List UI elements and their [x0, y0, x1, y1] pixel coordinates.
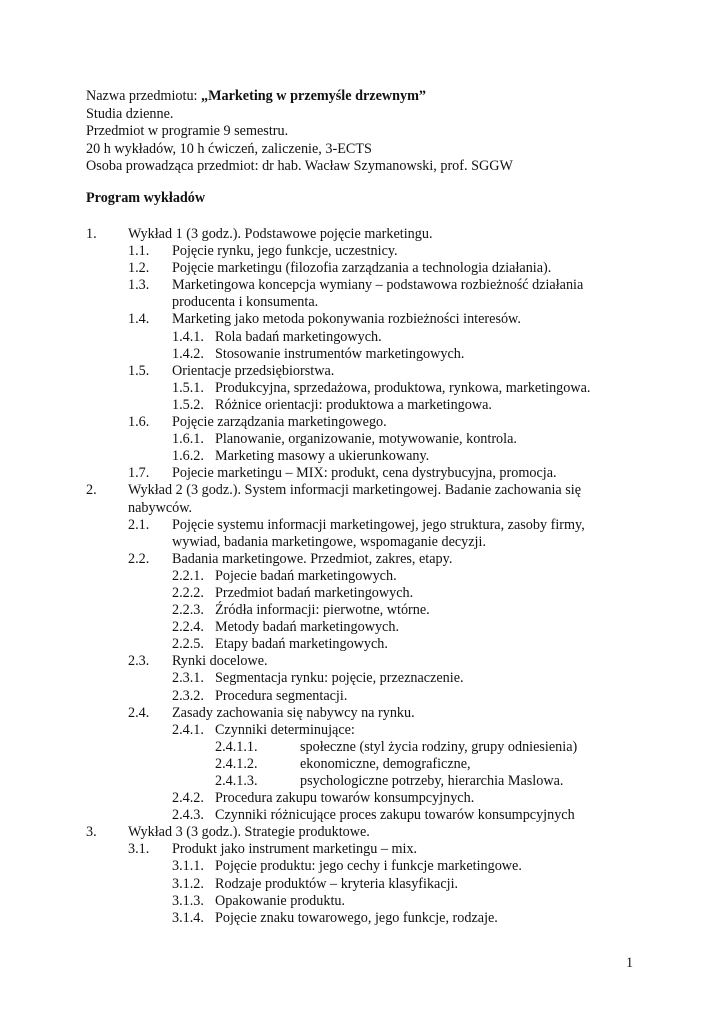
outline-number: 3.1. — [128, 841, 150, 858]
outline-text: Pojęcie rynku, jego funkcje, uczestnicy. — [172, 243, 398, 260]
outline-item — [0, 602, 724, 619]
outline-text: nabywców. — [128, 499, 193, 516]
outline-number: 1.5.2. — [172, 396, 204, 413]
outline-item — [0, 294, 724, 311]
outline-item — [0, 517, 724, 534]
outline-number: 1. — [86, 226, 97, 242]
outline-item — [0, 739, 724, 756]
outline-text: Pojecie badań marketingowych. — [215, 567, 397, 584]
outline-text: Wykład 3 (3 godz.). Strategie produktowe. — [128, 824, 370, 841]
outline-item — [0, 705, 724, 722]
outline-text: Metody badań marketingowych. — [215, 619, 399, 636]
outline-number: 3.1.4. — [172, 909, 204, 926]
outline-text: Pojęcie produktu: jego cechy i funkcje marketingowe. — [215, 858, 522, 875]
outline-item — [0, 277, 724, 294]
outline-number: 2. — [86, 482, 97, 499]
outline-text: Czynniki determinujące: — [215, 721, 355, 738]
outline-text: Marketingowa koncepcja wymiany – podstawowa rozbieżność działania — [172, 277, 584, 294]
course-header — [86, 88, 513, 176]
outline-text: Marketing masowy a ukierunkowany. — [215, 448, 430, 465]
outline-item — [0, 790, 724, 807]
outline-number: 3. — [86, 824, 97, 841]
section-title: Program wykładów — [86, 190, 206, 206]
outline-text: Opakowanie produktu. — [215, 892, 346, 909]
outline-item — [0, 585, 724, 602]
outline-item — [0, 773, 724, 790]
outline-item — [0, 534, 724, 551]
outline-item — [0, 807, 724, 824]
outline-item — [0, 858, 724, 875]
outline-text: psychologiczne potrzeby, hierarchia Maslowa. — [300, 773, 564, 789]
outline-number: 3.1.1. — [172, 858, 204, 875]
study-mode: Studia dzienne. — [86, 105, 174, 122]
outline-item — [0, 243, 724, 260]
outline-text: Pojęcie zarządzania marketingowego. — [172, 414, 387, 431]
outline-text: Źródła informacji: pierwotne, wtórne. — [215, 602, 430, 619]
outline-text: ekonomiczne, demograficzne, — [300, 755, 471, 772]
outline-text: Wykład 2 (3 godz.). System informacji marketingowej. Badanie zachowania się — [128, 482, 582, 499]
outline-text: Badania marketingowe. Przedmiot, zakres, etapy. — [172, 550, 453, 567]
outline-item — [0, 722, 724, 739]
outline-item — [0, 380, 724, 397]
outline-item — [0, 329, 724, 346]
outline-number: 2.2.1. — [172, 567, 204, 584]
outline-text: wywiad, badania marketingowe, wspomaganie decyzji. — [172, 533, 486, 550]
outline-item — [0, 414, 724, 431]
outline-item — [0, 363, 724, 380]
outline-number: 2.2.2. — [172, 584, 204, 601]
outline-number: 2.4.1. — [172, 721, 204, 738]
outline-item — [0, 397, 724, 414]
outline-number: 1.2. — [128, 260, 150, 277]
outline-number: 3.1.3. — [172, 892, 204, 909]
semester-info: Przedmiot w programie 9 semestru. — [86, 123, 289, 140]
outline-item — [0, 636, 724, 653]
outline-text: Segmentacja rynku: pojęcie, przeznaczenie. — [215, 670, 464, 687]
outline-text: Procedura zakupu towarów konsumpcyjnych. — [215, 790, 475, 807]
outline-text: Stosowanie instrumentów marketingowych. — [215, 345, 465, 362]
outline-number: 1.6.2. — [172, 448, 204, 465]
outline-item — [0, 465, 724, 482]
outline-item — [0, 260, 724, 277]
outline-text: Pojęcie systemu informacji marketingowej, jego struktura, zasoby firmy, — [172, 516, 585, 533]
outline-number: 2.2.5. — [172, 636, 204, 653]
outline-item — [0, 824, 724, 841]
outline-number: 2.2.3. — [172, 602, 204, 619]
outline-item — [0, 910, 724, 927]
outline-text: Pojęcie marketingu (filozofia zarządzania a technologia działania). — [172, 260, 552, 277]
outline-text: Zasady zachowania się nabywcy na rynku. — [172, 704, 415, 721]
outline-number: 1.4.2. — [172, 345, 204, 362]
outline-text: Rynki docelowe. — [172, 653, 268, 670]
outline-item — [0, 311, 724, 328]
outline-number: 1.1. — [128, 243, 150, 260]
outline-text: Pojęcie znaku towarowego, jego funkcje, rodzaje. — [215, 909, 498, 926]
outline-number: 1.4. — [128, 311, 150, 328]
outline-number: 1.4.1. — [172, 328, 204, 345]
outline-item — [0, 841, 724, 858]
course-name-label: Nazwa przedmiotu: — [86, 88, 202, 104]
outline-number: 2.4.1.2. — [215, 755, 258, 772]
outline-text: Orientacje przedsiębiorstwa. — [172, 362, 335, 379]
outline-text: producenta i konsumenta. — [172, 294, 319, 311]
course-name-line — [86, 88, 513, 106]
outline-number: 2.3.1. — [172, 670, 204, 687]
outline-text: Etapy badań marketingowych. — [215, 636, 388, 653]
outline-text: Marketing jako metoda pokonywania rozbieżności interesów. — [172, 311, 521, 328]
outline-item — [0, 448, 724, 465]
lecture-outline — [0, 226, 724, 927]
outline-number: 1.7. — [128, 465, 150, 482]
lecturer-info: Osoba prowadząca przedmiot: dr hab. Wacław Szymanowski, prof. SGGW — [86, 158, 513, 175]
outline-item — [0, 670, 724, 687]
outline-item — [0, 756, 724, 773]
outline-number: 1.5.1. — [172, 379, 204, 396]
outline-number: 1.5. — [128, 362, 150, 379]
outline-text: Wykład 1 (3 godz.). Podstawowe pojęcie marketingu. — [128, 226, 433, 242]
outline-text: Planowanie, organizowanie, motywowanie, kontrola. — [215, 431, 517, 448]
outline-number: 1.6. — [128, 414, 150, 431]
outline-item — [0, 431, 724, 448]
outline-text: Czynniki różnicujące proces zakupu towarów konsumpcyjnych — [215, 807, 575, 824]
outline-text: Rodzaje produktów – kryteria klasyfikacji. — [215, 875, 459, 892]
outline-text: Procedura segmentacji. — [215, 687, 348, 704]
outline-item — [0, 482, 724, 499]
outline-text: Produkcyjna, sprzedażowa, produktowa, rynkowa, marketingowa. — [215, 379, 591, 396]
outline-number: 3.1.2. — [172, 875, 204, 892]
outline-number: 2.2. — [128, 550, 150, 567]
outline-number: 2.4.1.3. — [215, 773, 258, 789]
outline-number: 2.3. — [128, 653, 150, 670]
outline-number: 2.1. — [128, 516, 150, 533]
outline-number: 2.4. — [128, 704, 150, 721]
outline-item — [0, 551, 724, 568]
outline-text: Pojecie marketingu – MIX: produkt, cena dystrybucyjna, promocja. — [172, 465, 557, 482]
outline-item — [0, 568, 724, 585]
outline-number: 1.3. — [128, 277, 150, 294]
outline-item — [0, 619, 724, 636]
outline-number: 1.6.1. — [172, 431, 204, 448]
outline-text: Różnice orientacji: produktowa a marketingowa. — [215, 396, 492, 413]
outline-number: 2.4.1.1. — [215, 738, 258, 755]
outline-text: Rola badań marketingowych. — [215, 328, 382, 345]
outline-number: 2.3.2. — [172, 687, 204, 704]
outline-item — [0, 893, 724, 910]
outline-item — [0, 500, 724, 517]
outline-number: 2.2.4. — [172, 619, 204, 636]
outline-text: społeczne (styl życia rodziny, grupy odniesienia) — [300, 738, 578, 755]
course-name-title: „Marketing w przemyśle drzewnym” — [201, 88, 427, 104]
page-number: 1 — [626, 955, 634, 971]
hours-credits: 20 h wykładów, 10 h ćwiczeń, zaliczenie, 3-ECTS — [86, 140, 372, 157]
outline-number: 2.4.3. — [172, 807, 204, 824]
outline-text: Przedmiot badań marketingowych. — [215, 584, 414, 601]
outline-item — [0, 226, 724, 243]
outline-item — [0, 346, 724, 363]
outline-text: Produkt jako instrument marketingu – mix. — [172, 841, 418, 858]
outline-number: 2.4.2. — [172, 790, 204, 807]
outline-item — [0, 876, 724, 893]
outline-item — [0, 688, 724, 705]
outline-item — [0, 653, 724, 670]
